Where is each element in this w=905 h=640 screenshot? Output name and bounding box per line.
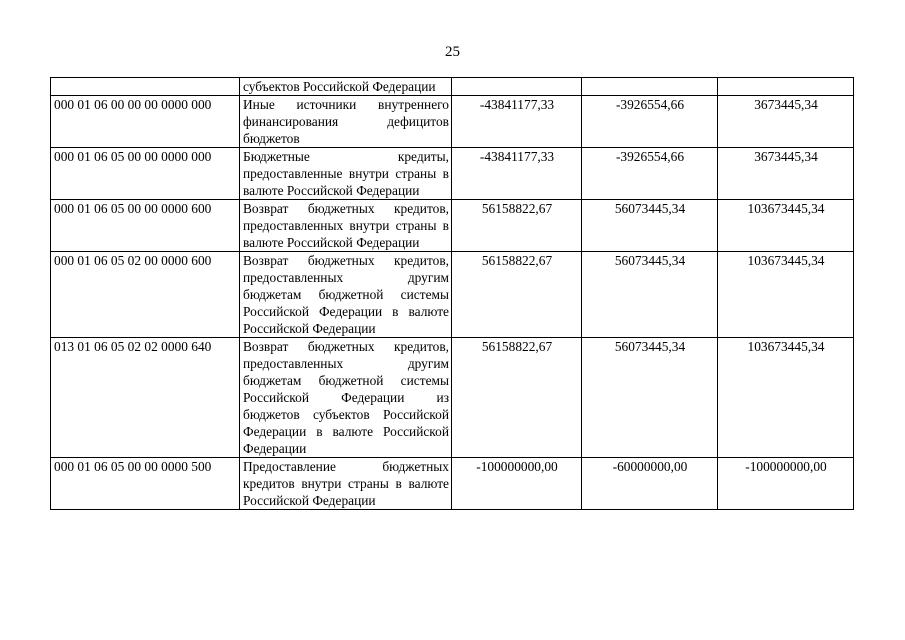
budget-sources-table bbox=[50, 77, 854, 510]
budget-code-cell: 000 01 06 05 00 00 0000 500 bbox=[51, 458, 240, 510]
table-row bbox=[51, 78, 854, 96]
amount-year1-cell: -43841177,33 bbox=[452, 96, 582, 148]
table-row bbox=[51, 200, 854, 252]
amount-year1-cell: -100000000,00 bbox=[452, 458, 582, 510]
source-name-cell: Предоставление бюджетных кредитов внутри страны в валюте Российской Федерации bbox=[240, 458, 452, 510]
budget-code-cell: 000 01 06 05 00 00 0000 000 bbox=[51, 148, 240, 200]
amount-year2-cell: -3926554,66 bbox=[582, 96, 718, 148]
amount-year3-cell: 103673445,34 bbox=[718, 252, 854, 338]
budget-code-cell: 013 01 06 05 02 02 0000 640 bbox=[51, 338, 240, 458]
table-row bbox=[51, 148, 854, 200]
amount-year2-cell: 56073445,34 bbox=[582, 200, 718, 252]
amount-year1-cell: 56158822,67 bbox=[452, 200, 582, 252]
amount-year3-cell: 3673445,34 bbox=[718, 96, 854, 148]
budget-code-cell: 000 01 06 05 02 00 0000 600 bbox=[51, 252, 240, 338]
page-number: 25 bbox=[445, 44, 460, 60]
amount-year2-cell: 56073445,34 bbox=[582, 252, 718, 338]
source-name-cell: Возврат бюджетных кредитов, предоставленных внутри страны в валюте Российской Федерации bbox=[240, 200, 452, 252]
source-name-cell: субъектов Российской Федерации bbox=[240, 78, 452, 96]
amount-year3-cell: 103673445,34 bbox=[718, 338, 854, 458]
amount-year1-cell: -43841177,33 bbox=[452, 148, 582, 200]
amount-year1-cell: 56158822,67 bbox=[452, 338, 582, 458]
table-row bbox=[51, 96, 854, 148]
budget-code-cell: 000 01 06 00 00 00 0000 000 bbox=[51, 96, 240, 148]
amount-year3-cell: 103673445,34 bbox=[718, 200, 854, 252]
table-row bbox=[51, 252, 854, 338]
amount-year2-cell: -3926554,66 bbox=[582, 148, 718, 200]
table-row bbox=[51, 338, 854, 458]
source-name-cell: Иные источники внутреннего финансирования дефицитов бюджетов bbox=[240, 96, 452, 148]
amount-year1-cell: 56158822,67 bbox=[452, 252, 582, 338]
amount-year2-cell: 56073445,34 bbox=[582, 338, 718, 458]
table-row bbox=[51, 458, 854, 510]
amount-year3-cell: -100000000,00 bbox=[718, 458, 854, 510]
source-name-cell: Бюджетные кредиты, предоставленные внутри страны в валюте Российской Федерации bbox=[240, 148, 452, 200]
amount-year1-cell bbox=[452, 78, 582, 96]
budget-code-cell bbox=[51, 78, 240, 96]
amount-year2-cell bbox=[582, 78, 718, 96]
source-name-cell: Возврат бюджетных кредитов, предоставленных другим бюджетам бюджетной системы Российской Федерации из бюджетов субъектов Российской Федерации в валюте Российской Федерации bbox=[240, 338, 452, 458]
source-name-cell: Возврат бюджетных кредитов, предоставленных другим бюджетам бюджетной системы Российской Федерации в валюте Российской Федерации bbox=[240, 252, 452, 338]
budget-code-cell: 000 01 06 05 00 00 0000 600 bbox=[51, 200, 240, 252]
amount-year3-cell: 3673445,34 bbox=[718, 148, 854, 200]
amount-year3-cell bbox=[718, 78, 854, 96]
amount-year2-cell: -60000000,00 bbox=[582, 458, 718, 510]
